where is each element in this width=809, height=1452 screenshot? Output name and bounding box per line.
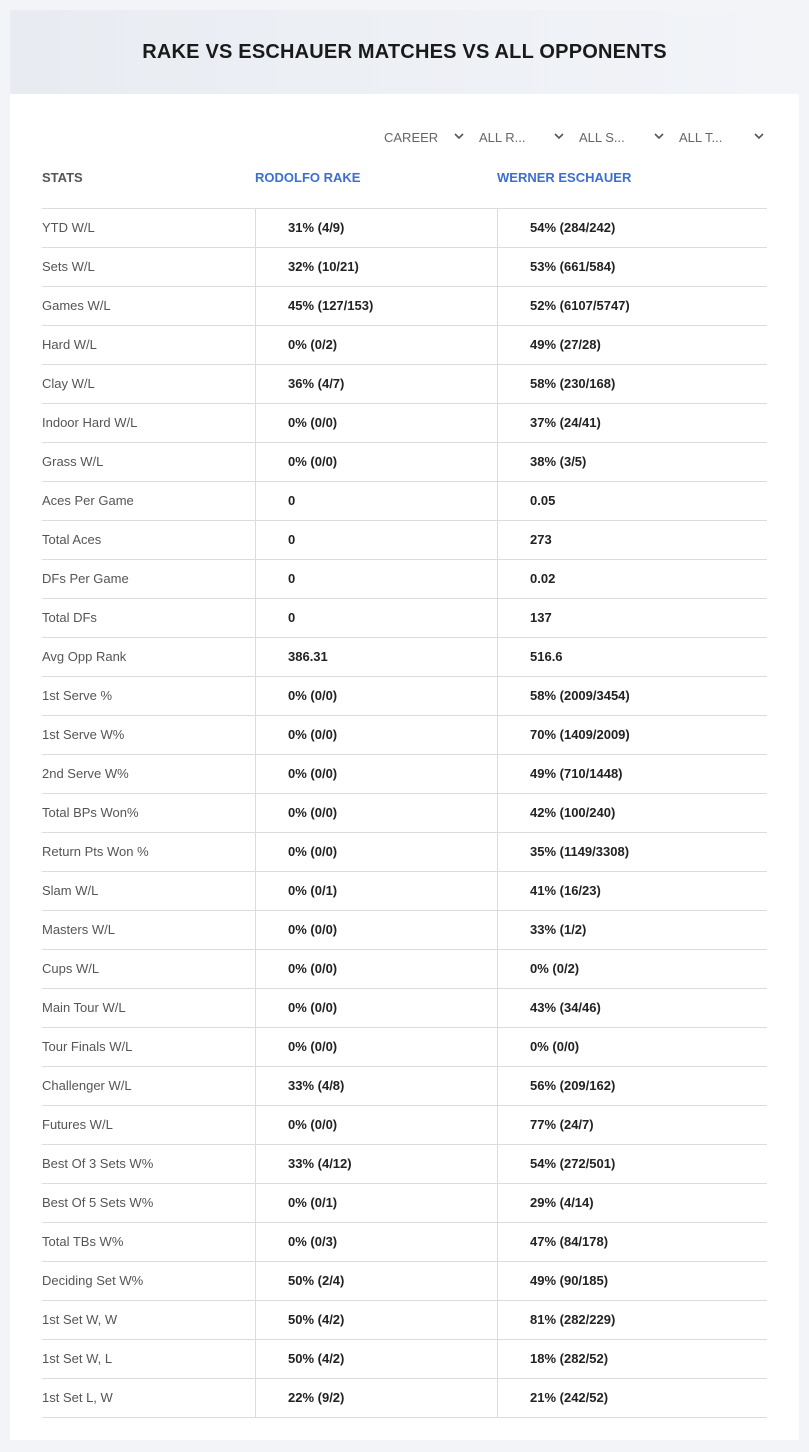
- player2-value: 70% (1409/2009): [497, 716, 767, 754]
- tournament-filter-value: ALL T...: [679, 129, 723, 145]
- player2-value: 21% (242/52): [497, 1379, 767, 1417]
- stat-label: Challenger W/L: [42, 1078, 132, 1093]
- table-row: [42, 1106, 767, 1145]
- stat-label: Sets W/L: [42, 259, 95, 274]
- player2-value: 52% (6107/5747): [497, 287, 767, 325]
- player1-value: 0: [255, 521, 497, 559]
- round-filter-value: ALL R...: [479, 129, 526, 145]
- table-row: [42, 1145, 767, 1184]
- page-header: [10, 10, 799, 94]
- table-row: [42, 716, 767, 755]
- stat-label: Total BPs Won%: [42, 805, 139, 820]
- table-row: [42, 521, 767, 560]
- stat-label: Slam W/L: [42, 883, 99, 898]
- stat-label: 1st Set W, L: [42, 1351, 113, 1366]
- player2-value: 49% (710/1448): [497, 755, 767, 793]
- stat-label: YTD W/L: [42, 220, 95, 235]
- stat-label: Return Pts Won %: [42, 844, 149, 859]
- player1-value: 0% (0/0): [255, 677, 497, 715]
- player1-value: 0: [255, 599, 497, 637]
- player1-value: 50% (2/4): [255, 1262, 497, 1300]
- table-row: [42, 872, 767, 911]
- page-title: RAKE VS ESCHAUER MATCHES VS ALL OPPONENTS: [142, 40, 667, 63]
- stat-label: Total Aces: [42, 532, 102, 547]
- table-row: [42, 326, 767, 365]
- player1-value: 0% (0/0): [255, 989, 497, 1027]
- player2-value: 53% (661/584): [497, 248, 767, 286]
- player1-value: 0% (0/0): [255, 755, 497, 793]
- player1-value: 0% (0/0): [255, 833, 497, 871]
- player1-value: 31% (4/9): [255, 209, 497, 247]
- surface-filter[interactable]: [579, 126, 664, 148]
- player1-value: 0% (0/0): [255, 1028, 497, 1066]
- stat-label: Games W/L: [42, 298, 111, 313]
- player2-value: 29% (4/14): [497, 1184, 767, 1222]
- player1-value: 0% (0/0): [255, 794, 497, 832]
- stat-label: Avg Opp Rank: [42, 649, 127, 664]
- player2-value: 43% (34/46): [497, 989, 767, 1027]
- table-row: [42, 638, 767, 677]
- table-row: [42, 1340, 767, 1379]
- table-row: [42, 287, 767, 326]
- player2-value: 58% (2009/3454): [497, 677, 767, 715]
- player2-value: 47% (84/178): [497, 1223, 767, 1261]
- table-row: [42, 950, 767, 989]
- player1-value: 0% (0/1): [255, 872, 497, 910]
- player2-value: 0% (0/2): [497, 950, 767, 988]
- player2-value: 273: [497, 521, 767, 559]
- player2-value: 54% (272/501): [497, 1145, 767, 1183]
- stat-label: 1st Serve W%: [42, 727, 125, 742]
- table-row: [42, 1262, 767, 1301]
- stat-label: 2nd Serve W%: [42, 766, 129, 781]
- period-filter[interactable]: [384, 126, 464, 148]
- player1-column-header[interactable]: RODOLFO RAKE: [255, 170, 361, 185]
- player2-value: 77% (24/7): [497, 1106, 767, 1144]
- table-row: [42, 482, 767, 521]
- player2-value: 58% (230/168): [497, 365, 767, 403]
- stat-label: Masters W/L: [42, 922, 115, 937]
- stat-label: Main Tour W/L: [42, 1000, 126, 1015]
- player2-value: 49% (27/28): [497, 326, 767, 364]
- stats-table: [42, 208, 767, 1418]
- stat-label: Cups W/L: [42, 961, 100, 976]
- player1-value: 0% (0/3): [255, 1223, 497, 1261]
- table-row: [42, 1184, 767, 1223]
- player1-value: 50% (4/2): [255, 1340, 497, 1378]
- player1-value: 0% (0/0): [255, 716, 497, 754]
- player2-value: 41% (16/23): [497, 872, 767, 910]
- chevron-down-icon: [554, 131, 564, 141]
- player2-column-header[interactable]: WERNER ESCHAUER: [497, 170, 632, 185]
- stat-label: Total TBs W%: [42, 1234, 124, 1249]
- table-row: [42, 989, 767, 1028]
- player2-value: 56% (209/162): [497, 1067, 767, 1105]
- table-row: [42, 599, 767, 638]
- player2-value: 38% (3/5): [497, 443, 767, 481]
- player2-value: 18% (282/52): [497, 1340, 767, 1378]
- table-row: [42, 1301, 767, 1340]
- player2-value: 81% (282/229): [497, 1301, 767, 1339]
- player1-value: 0% (0/1): [255, 1184, 497, 1222]
- stat-label: Best Of 5 Sets W%: [42, 1195, 154, 1210]
- stat-label: Grass W/L: [42, 454, 104, 469]
- stat-label: Clay W/L: [42, 376, 95, 391]
- period-filter-value: CAREER: [384, 129, 439, 145]
- stats-card: [10, 10, 799, 1440]
- player2-value: 0% (0/0): [497, 1028, 767, 1066]
- table-row: [42, 833, 767, 872]
- player1-value: 386.31: [255, 638, 497, 676]
- player1-value: 0% (0/2): [255, 326, 497, 364]
- player2-value: 137: [497, 599, 767, 637]
- round-filter[interactable]: [479, 126, 564, 148]
- chevron-down-icon: [754, 131, 764, 141]
- player2-value: 516.6: [497, 638, 767, 676]
- chevron-down-icon: [454, 131, 464, 141]
- player1-value: 0% (0/0): [255, 950, 497, 988]
- stat-label: Hard W/L: [42, 337, 97, 352]
- stat-label: Futures W/L: [42, 1117, 113, 1132]
- player1-value: 33% (4/8): [255, 1067, 497, 1105]
- surface-filter-value: ALL S...: [579, 129, 625, 145]
- player1-value: 22% (9/2): [255, 1379, 497, 1417]
- table-row: [42, 755, 767, 794]
- table-row: [42, 1379, 767, 1418]
- table-row: [42, 404, 767, 443]
- table-row: [42, 248, 767, 287]
- player1-value: 0% (0/0): [255, 1106, 497, 1144]
- stat-label: Aces Per Game: [42, 493, 134, 508]
- player1-value: 45% (127/153): [255, 287, 497, 325]
- player1-value: 33% (4/12): [255, 1145, 497, 1183]
- table-row: [42, 911, 767, 950]
- table-row: [42, 365, 767, 404]
- table-row: [42, 1028, 767, 1067]
- player2-value: 49% (90/185): [497, 1262, 767, 1300]
- stat-label: Best Of 3 Sets W%: [42, 1156, 154, 1171]
- player1-value: 0: [255, 560, 497, 598]
- table-row: [42, 794, 767, 833]
- stat-label: Deciding Set W%: [42, 1273, 144, 1288]
- stat-label: 1st Serve %: [42, 688, 113, 703]
- tournament-filter[interactable]: [679, 126, 764, 148]
- stat-label: Indoor Hard W/L: [42, 415, 138, 430]
- player2-value: 37% (24/41): [497, 404, 767, 442]
- stat-label: 1st Set L, W: [42, 1390, 113, 1405]
- table-row: [42, 209, 767, 248]
- player2-value: 54% (284/242): [497, 209, 767, 247]
- player2-value: 0.02: [497, 560, 767, 598]
- filter-bar: [10, 126, 799, 148]
- stat-label: 1st Set W, W: [42, 1312, 118, 1327]
- player1-value: 50% (4/2): [255, 1301, 497, 1339]
- player1-value: 0% (0/0): [255, 911, 497, 949]
- player1-value: 0% (0/0): [255, 443, 497, 481]
- stats-column-header: STATS: [42, 170, 83, 185]
- player2-value: 35% (1149/3308): [497, 833, 767, 871]
- player2-value: 0.05: [497, 482, 767, 520]
- stat-label: Total DFs: [42, 610, 97, 625]
- player2-value: 33% (1/2): [497, 911, 767, 949]
- table-row: [42, 677, 767, 716]
- player1-value: 32% (10/21): [255, 248, 497, 286]
- chevron-down-icon: [654, 131, 664, 141]
- player2-value: 42% (100/240): [497, 794, 767, 832]
- stat-label: Tour Finals W/L: [42, 1039, 133, 1054]
- table-row: [42, 443, 767, 482]
- player1-value: 0: [255, 482, 497, 520]
- player1-value: 36% (4/7): [255, 365, 497, 403]
- table-row: [42, 1223, 767, 1262]
- table-row: [42, 560, 767, 599]
- player1-value: 0% (0/0): [255, 404, 497, 442]
- stat-label: DFs Per Game: [42, 571, 129, 586]
- table-row: [42, 1067, 767, 1106]
